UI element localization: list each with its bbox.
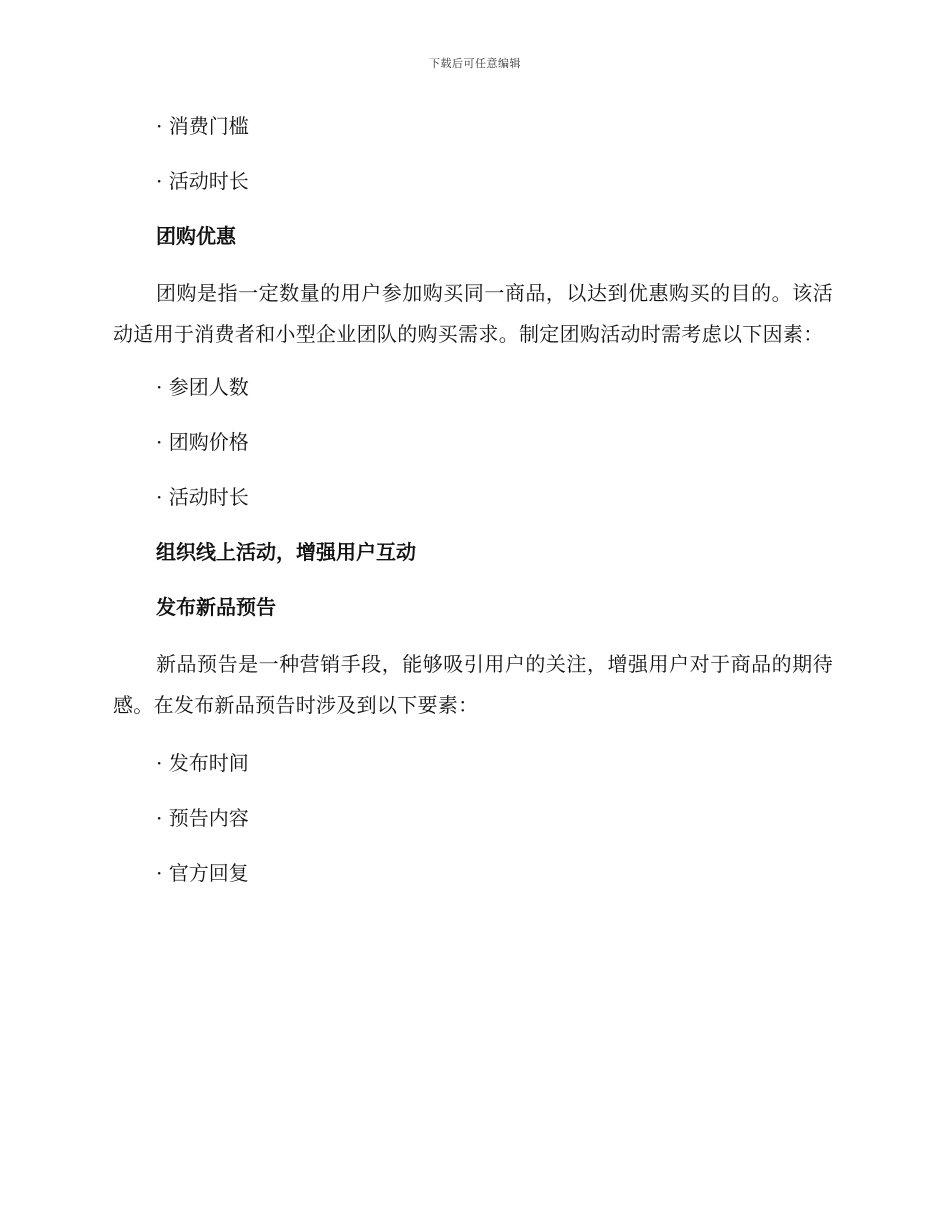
section-heading-new-product-preview: 发布新品预告	[156, 595, 276, 619]
bullet-item-preview-content: · 预告内容	[156, 806, 249, 830]
bullet-item-spending-threshold: · 消费门槛	[156, 114, 249, 138]
page-header: 下载后可任意编辑	[429, 57, 521, 70]
document-body	[113, 108, 833, 910]
bullet-item-release-time: · 发布时间	[156, 751, 249, 775]
bullet-item-participant-count: · 参团人数	[156, 375, 249, 399]
paragraph-new-product-preview: 新品预告是一种营销手段，能够吸引用户的关注，增强用户对于商品的期待感。在发布新品预告时涉及到以下要素：	[113, 652, 833, 717]
paragraph-group-buy: 团购是指一定数量的用户参加购买同一商品，以达到优惠购买的目的。该活动适用于消费者和小型企业团队的购买需求。制定团购活动时需考虑以下因素：	[113, 281, 833, 346]
bullet-item-group-price: · 团购价格	[156, 430, 249, 454]
bullet-item-activity-duration: · 活动时长	[156, 169, 249, 193]
section-heading-online-activities: 组织线上活动，增强用户互动	[156, 540, 416, 564]
bullet-item-activity-duration-2: · 活动时长	[156, 485, 249, 509]
section-heading-group-buy: 团购优惠	[156, 224, 236, 248]
bullet-item-official-reply: · 官方回复	[156, 861, 249, 885]
